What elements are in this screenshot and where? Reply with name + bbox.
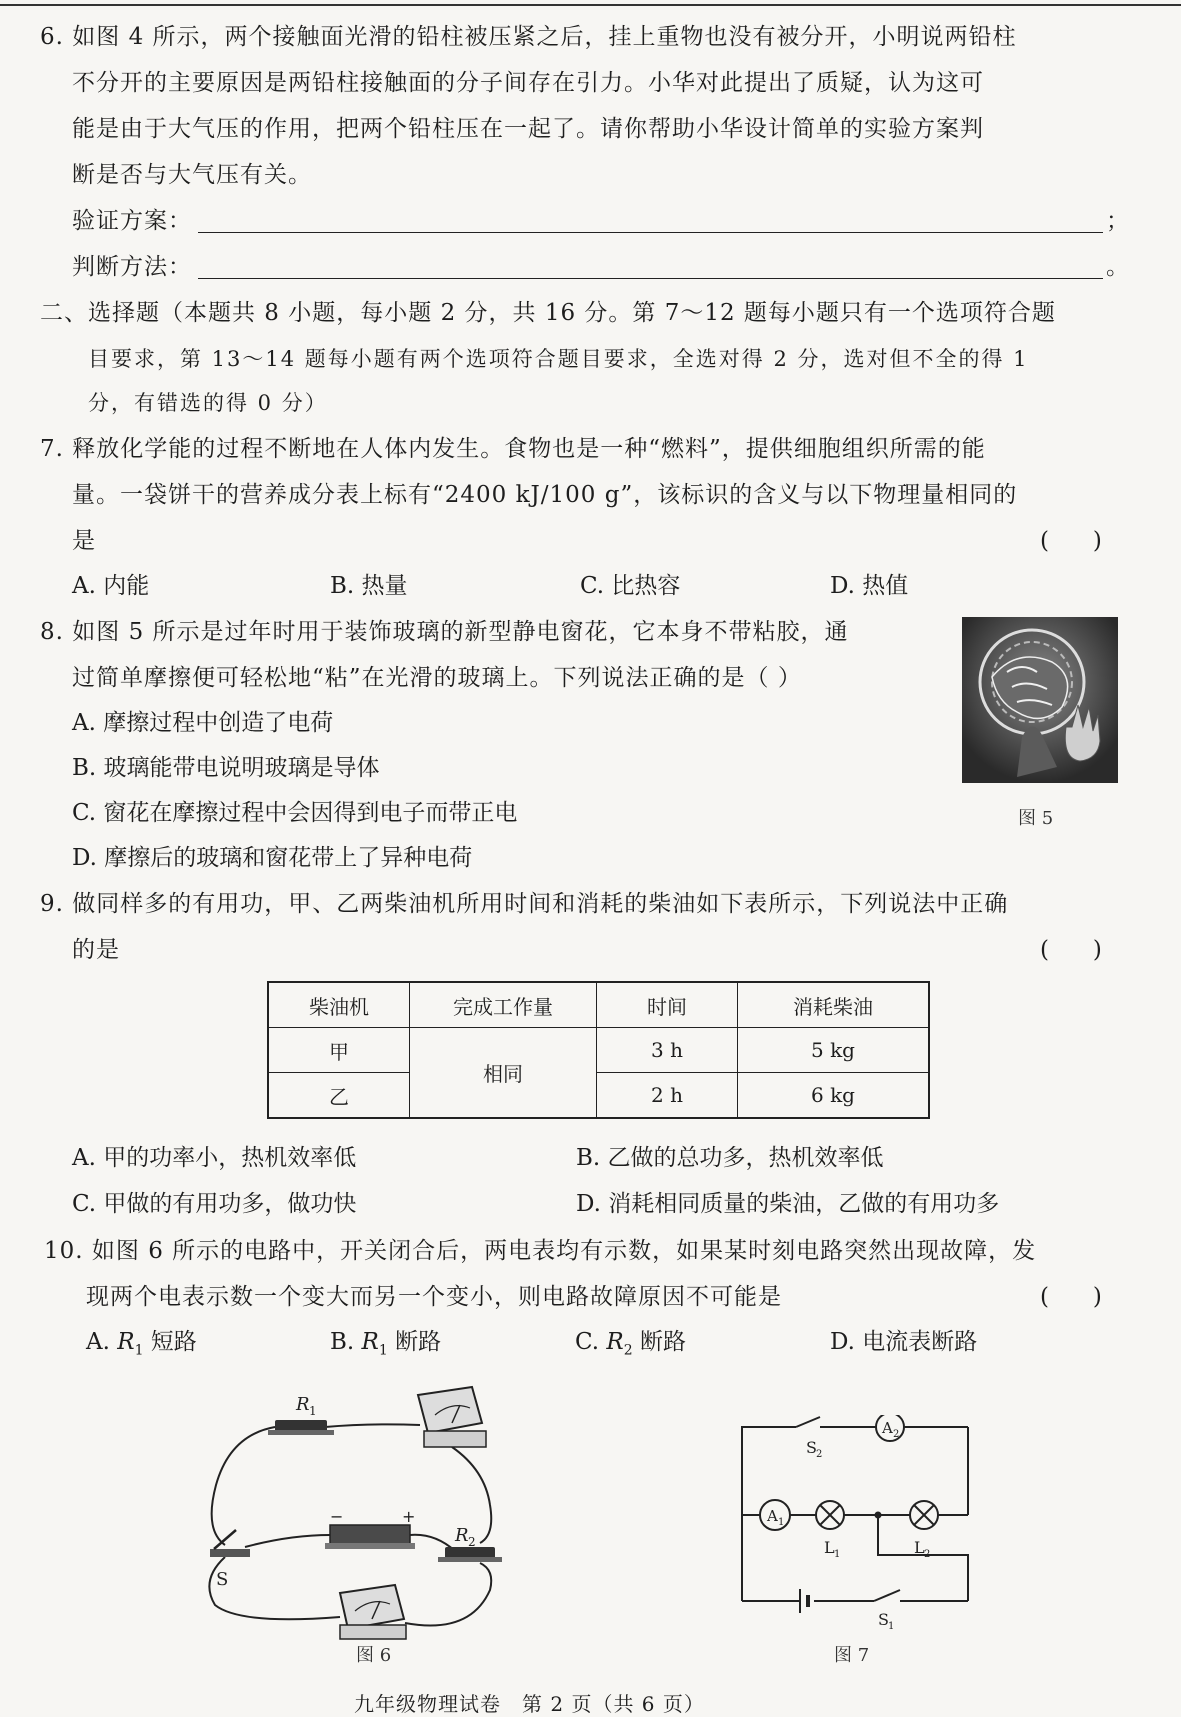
q10-option-b[interactable]: B. $R_1$ 断路 xyxy=(330,1329,442,1359)
table-row xyxy=(268,1028,929,1073)
q6-judge-label: 判断方法： xyxy=(72,254,192,280)
window-decoration-photo xyxy=(962,617,1118,783)
switch-s2-label: S xyxy=(806,1438,817,1457)
battery-minus: − xyxy=(330,1507,344,1526)
r2-sub: 2 xyxy=(468,1535,476,1549)
table-cell: 相同 xyxy=(410,1028,597,1119)
svg-text:A: A xyxy=(882,1419,893,1437)
table-header-row xyxy=(268,982,929,1028)
q7-line-1: 7. 释放化学能的过程不断地在人体内发生。食物也是一种“燃料”，提供细胞组织所需的能 xyxy=(40,436,986,462)
q9-line-1: 9. 做同样多的有用功，甲、乙两柴油机所用时间和消耗的柴油如下表所示，下列说法中正确 xyxy=(40,891,1009,917)
svg-text:1: 1 xyxy=(834,1549,841,1560)
lamp-l2 xyxy=(910,1501,938,1529)
table-cell: 5 kg xyxy=(738,1028,930,1073)
q9-option-b[interactable]: B. 乙做的总功多，热机效率低 xyxy=(576,1145,884,1171)
q8-option-b[interactable]: B. 玻璃能带电说明玻璃是导体 xyxy=(72,755,380,781)
ammeter-bottom xyxy=(340,1585,406,1639)
q9-option-d[interactable]: D. 消耗相同质量的柴油，乙做的有用功多 xyxy=(576,1191,1000,1217)
r2-label: R xyxy=(455,1525,469,1546)
q6-plan-end: ； xyxy=(1106,208,1130,234)
svg-text:1: 1 xyxy=(888,1621,895,1632)
r1-resistor xyxy=(268,1420,334,1435)
q7-line-2: 量。一袋饼干的营养成分表上标有“2400 kJ/100 g”，该标识的含义与以下物理量相同的 xyxy=(72,482,1018,508)
svg-text:L: L xyxy=(914,1538,925,1557)
section2-line-3: 分，有错选的得 0 分） xyxy=(88,391,328,415)
figure-6-circuit xyxy=(190,1375,560,1650)
table-cell: 6 kg xyxy=(738,1073,930,1119)
battery xyxy=(325,1525,415,1549)
table-header: 完成工作量 xyxy=(410,982,597,1028)
q7-answer-paren[interactable]: ( ) xyxy=(1040,528,1102,554)
table-cell: 甲 xyxy=(268,1028,410,1073)
table-header: 时间 xyxy=(597,982,738,1028)
table-row xyxy=(268,1073,929,1119)
q7-line-3: 是 xyxy=(72,528,96,554)
svg-text:L: L xyxy=(824,1538,835,1557)
q6-judge-end: 。 xyxy=(1106,254,1130,280)
q10-option-d[interactable]: D. 电流表断路 xyxy=(830,1329,978,1355)
q6-line-1: 6. 如图 4 所示，两个接触面光滑的铅柱被压紧之后，挂上重物也没有被分开，小明说两铅柱 xyxy=(40,24,1017,50)
table-cell: 2 h xyxy=(597,1073,738,1119)
q9-answer-paren[interactable]: ( ) xyxy=(1040,937,1102,963)
r1-label: R xyxy=(296,1394,310,1415)
q6-plan-answer-line[interactable] xyxy=(198,232,1103,233)
q8-line-1: 8. 如图 5 所示是过年时用于装饰玻璃的新型静电窗花，它本身不带粘胶，通 xyxy=(40,619,849,645)
table-cell: 3 h xyxy=(597,1028,738,1073)
q8-line-2: 过简单摩擦便可轻松地“粘”在光滑的玻璃上。下列说法正确的是（ ） xyxy=(72,665,802,691)
q6-line-3: 能是由于大气压的作用，把两个铅柱压在一起了。请你帮助小华设计简单的实验方案判 xyxy=(72,116,984,142)
q6-line-2: 不分开的主要原因是两铅柱接触面的分子间存在引力。小华对此提出了质疑，认为这可 xyxy=(72,70,984,96)
figure-5-caption: 图 5 xyxy=(1018,808,1054,829)
svg-text:2: 2 xyxy=(816,1449,823,1460)
engine-data-table xyxy=(267,981,930,1119)
svg-text:A: A xyxy=(767,1507,778,1525)
q7-option-c[interactable]: C. 比热容 xyxy=(580,573,681,599)
section2-line-2: 目要求，第 13～14 题每小题有两个选项符合题目要求，全选对得 2 分，选对但不全的得 1 xyxy=(88,347,1029,371)
table-header: 柴油机 xyxy=(268,982,410,1028)
q8-option-c[interactable]: C. 窗花在摩擦过程中会因得到电子而带正电 xyxy=(72,800,518,826)
table-cell: 乙 xyxy=(268,1073,410,1119)
switch-s-label: S xyxy=(216,1569,229,1590)
r2-resistor xyxy=(438,1547,502,1562)
figure-7-schematic xyxy=(728,1415,978,1640)
lamp-l1 xyxy=(816,1501,844,1529)
q9-line-2: 的是 xyxy=(72,937,120,963)
svg-text:2: 2 xyxy=(924,1549,931,1560)
q10-line-1: 10. 如图 6 所示的电路中，开关闭合后，两电表均有示数，如果某时刻电路突然出现故障，发 xyxy=(44,1238,1037,1264)
battery-plus: + xyxy=(402,1507,416,1526)
section2-line-1: 二、选择题（本题共 8 小题，每小题 2 分，共 16 分。第 7～12 题每小题只有一个选项符合题 xyxy=(40,300,1056,326)
q6-judge-answer-line[interactable] xyxy=(198,278,1103,279)
q8-option-a[interactable]: A. 摩擦过程中创造了电荷 xyxy=(72,710,334,736)
q7-option-d[interactable]: D. 热值 xyxy=(830,573,909,599)
r1-sub: 1 xyxy=(309,1404,317,1418)
figure-7-caption: 图 7 xyxy=(834,1645,870,1666)
svg-text:2: 2 xyxy=(893,1429,900,1440)
q10-answer-paren[interactable]: ( ) xyxy=(1040,1284,1102,1310)
q7-option-a[interactable]: A. 内能 xyxy=(72,573,150,599)
q10-option-c[interactable]: C. $R_2$ 断路 xyxy=(575,1329,686,1359)
top-border xyxy=(0,4,1181,6)
q10-option-a[interactable]: A. $R_1$ 短路 xyxy=(86,1329,197,1359)
figure-6-caption: 图 6 xyxy=(356,1645,392,1666)
q10-line-2: 现两个电表示数一个变大而另一个变小，则电路故障原因不可能是 xyxy=(86,1284,782,1310)
q9-option-a[interactable]: A. 甲的功率小，热机效率低 xyxy=(72,1145,357,1171)
q9-option-c[interactable]: C. 甲做的有用功多，做功快 xyxy=(72,1191,357,1217)
switch-s1-label: S xyxy=(878,1610,889,1629)
table-header: 消耗柴油 xyxy=(738,982,930,1028)
voltmeter-top xyxy=(418,1387,486,1447)
svg-text:1: 1 xyxy=(778,1517,785,1528)
page-footer: 九年级物理试卷 第 2 页（共 6 页） xyxy=(354,1692,705,1716)
q7-option-b[interactable]: B. 热量 xyxy=(330,573,408,599)
q6-plan-label: 验证方案： xyxy=(72,208,192,234)
q8-option-d[interactable]: D. 摩擦后的玻璃和窗花带上了异种电荷 xyxy=(72,845,473,871)
wire xyxy=(212,1427,275,1545)
q6-line-4: 断是否与大气压有关。 xyxy=(72,162,312,188)
